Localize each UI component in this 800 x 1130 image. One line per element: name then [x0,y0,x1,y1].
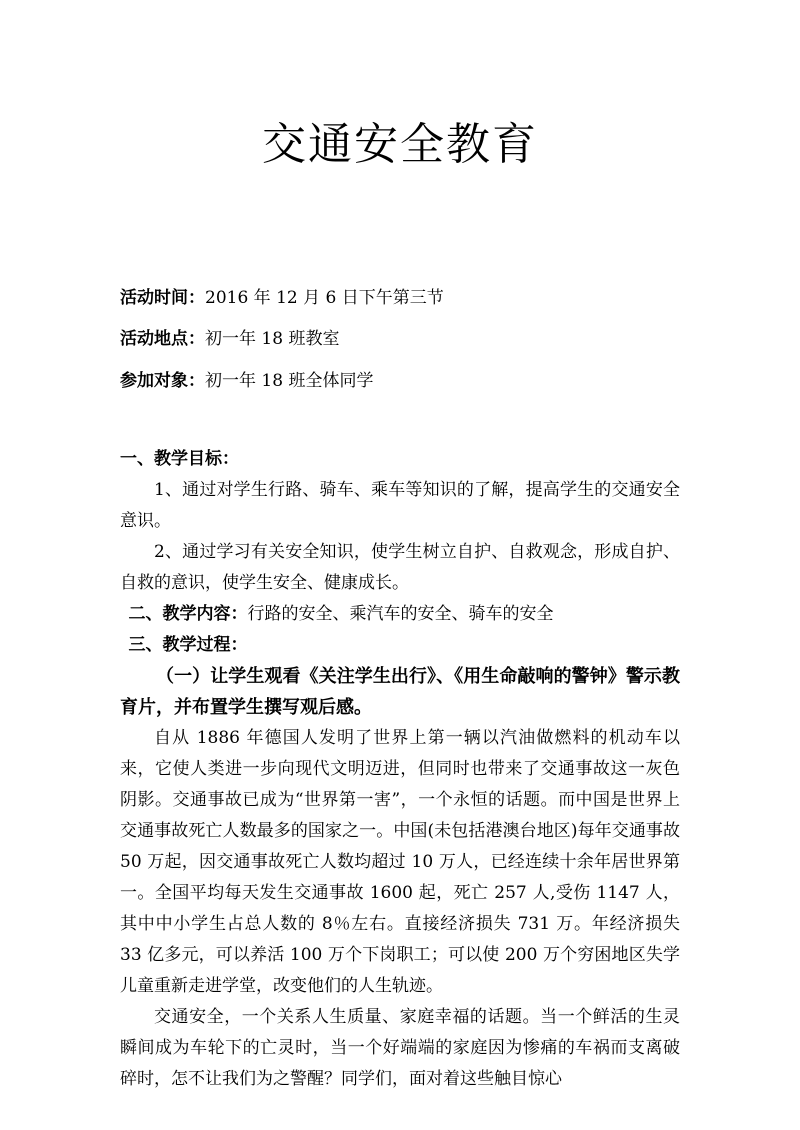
activity-time-line [120,285,444,311]
activity-time-label: 活动时间： [120,288,205,308]
goal-item-2: 2、通过学习有关安全知识，使学生树立自护、自救观念，形成自护、自救的意识，使学生安全、健康成长。 [120,542,680,593]
document-title: 交通安全教育 [262,119,538,170]
section-content-text: 行路的安全、乘汽车的安全、骑车的安全 [247,604,554,624]
activity-place-label: 活动地点： [120,329,205,349]
participants-line [120,368,373,394]
participants-value: 初一年 18 班全体同学 [205,371,374,391]
activity-time-value: 2016 年 12 月 6 日下午第三节 [205,288,444,308]
activity-place-value: 初一年 18 班教室 [205,329,340,349]
body-paragraph-1: 自从 1886 年德国人发明了世界上第一辆以汽油做燃料的机动车以来，它使人类进一步向现代文明迈进，但同时也带来了交通事故这一灰色阴影。交通事故已成为“世界第一害”，一个永恒的话题。而中国是世界上交通事故死亡人数最多的国家之一。中国(未包括港澳台地区)每年交通事故 50 万起，因交通事故死亡人数均超过 10 万人，已经连续十余年居世界第一。全国平均每天发生交通事故 1600 起，死亡 257 人,受伤 1147 人，其中中小学生占总人数的 8％左右。直接经济损失 731 万。年经济损失 33 亿多元，可以养活 100 万个下岗职工；可以使 200 万个穷困地区失学儿童重新走进学堂，改变他们的人生轨迹。 [120,728,680,996]
section-content-line [120,599,680,630]
section-heading-content: 二、教学内容： [128,604,248,624]
process-subheading-1: （一）让学生观看《关注学生出行》、《用生命敲响的警钟》警示教育片，并布置学生撰写观后感。 [120,666,680,718]
document-body [120,444,680,1095]
body-paragraph-2: 交通安全，一个关系人生质量、家庭幸福的话题。当一个鲜活的生灵瞬间成为车轮下的亡灵时，当一个好端端的家庭因为惨痛的车祸而支离破碎时，怎不让我们为之警醒？同学们，面对着这些触目惊心 [120,1007,680,1089]
participants-label: 参加对象： [120,371,205,391]
section-heading-goals: 一、教学目标： [120,449,239,469]
goal-item-1: 1、通过对学生行路、骑车、乘车等知识的了解，提高学生的交通安全意识。 [120,480,680,531]
activity-place-line [120,326,339,352]
section-heading-process: 三、教学过程： [128,635,248,655]
